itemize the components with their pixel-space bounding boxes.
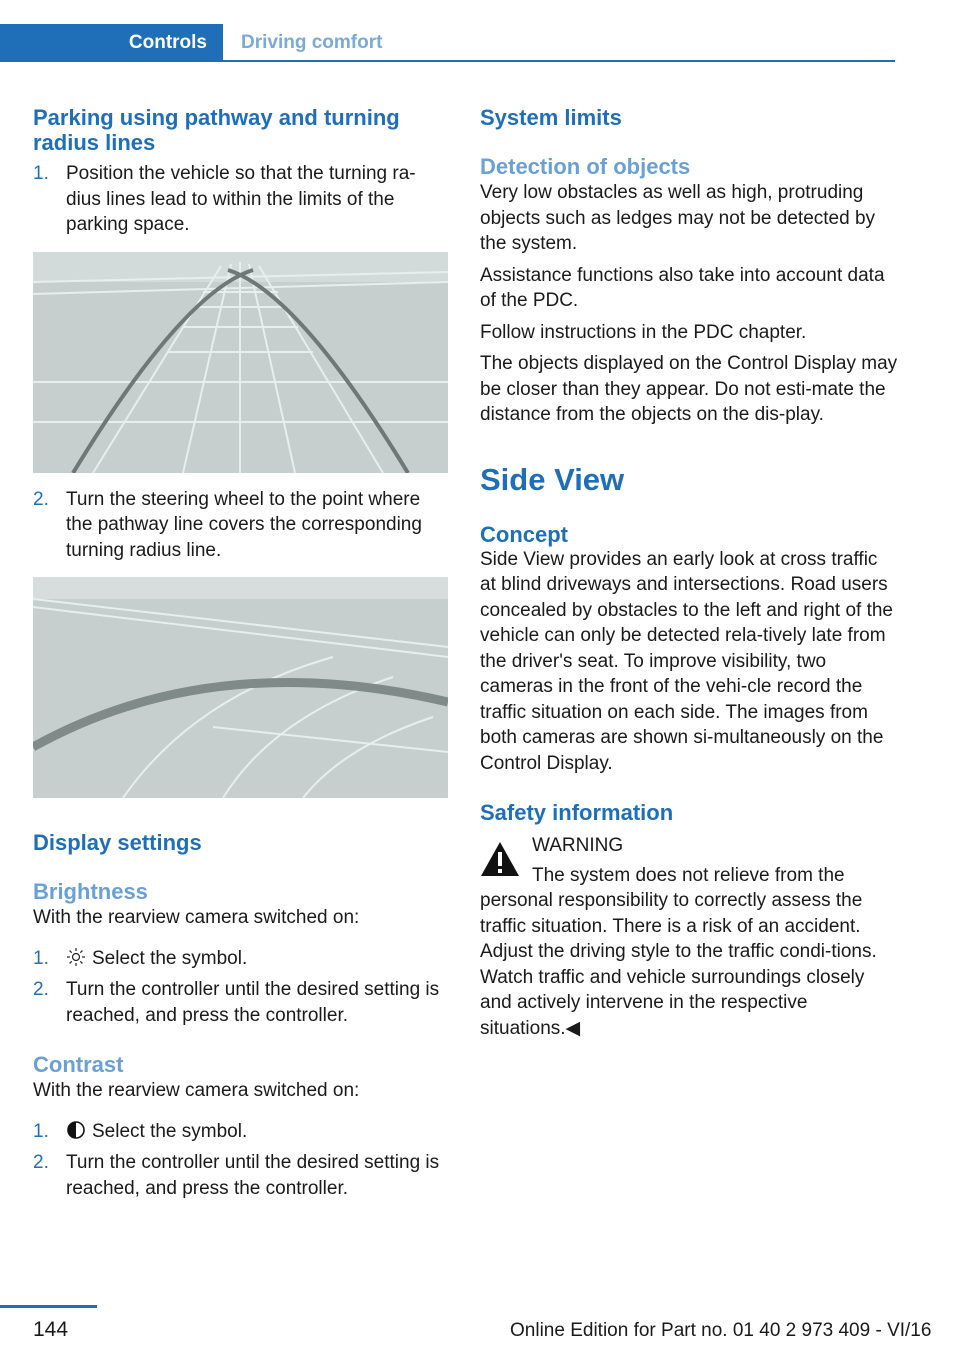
tab-driving-comfort: Driving comfort (241, 32, 383, 53)
warning-text: The system does not relieve from the personal responsibility to correctly assess the traffic situation. There is a risk of an accident. Adjust the driving style to the traffic condi‐tions. Watch traffic and vehicle surroundings closely and actively intervene in the respective situations.◀ (480, 864, 877, 1039)
header-rule (223, 60, 895, 62)
warning-label: WARNING (532, 835, 624, 856)
step-text: Select the symbol. (92, 1120, 248, 1142)
display-settings-heading: Display settings (33, 830, 202, 855)
detection-paragraph: Follow instructions in the PDC chapter. (480, 321, 807, 343)
pathway-line-image (33, 577, 448, 798)
brightness-icon (66, 947, 86, 967)
left-column (33, 100, 448, 1201)
step-text: Turn the controller until the desired setting is reached, and press the controller. (66, 979, 440, 1026)
concept-text: Side View provides an early look at cross traffic at blind driveways and intersections. Road users concealed by obstacles to the left and right of the vehicle can only be detected rela‐tively late from the driver's seat. To improve visibility, two cameras in the front of the vehi‐cle record the traffic situation on each side. The images from both cameras are shown si‐multaneously on the Control Display. (480, 548, 893, 774)
concept-heading: Concept (480, 521, 568, 547)
page-header (0, 24, 895, 62)
right-column (480, 100, 898, 1041)
detection-paragraph: Very low obstacles as well as high, protruding objects such as ledges may not be detected by the system. (480, 182, 876, 254)
list-item (33, 161, 448, 238)
system-limits-heading: System limits (480, 105, 622, 130)
step-number: 2. (33, 488, 49, 510)
warning-text-lead (480, 863, 898, 1042)
tab-controls: Controls (0, 24, 223, 62)
list-item (33, 487, 448, 564)
step-text: Position the vehicle so that the turning ra‐dius lines lead to within the limits of the parking space. (66, 163, 416, 235)
page-number: 144 (33, 1318, 69, 1341)
step-number: 2. (33, 1152, 49, 1173)
step-text: Select the symbol. (92, 947, 248, 969)
list-item (33, 977, 448, 1028)
warning-triangle-icon (480, 841, 520, 877)
warning-block (480, 833, 898, 1041)
step-number: 2. (33, 979, 49, 1000)
brightness-intro: With the rearview camera switched on: (33, 907, 360, 928)
detection-paragraph: The objects displayed on the Control Display may be closer than they appear. Do not esti‐mate the distance from the objects on the dis‐play. (480, 353, 898, 425)
detection-paragraph: Assistance functions also take into account data of the PDC. (480, 264, 885, 311)
turning-radius-lines-image (33, 252, 448, 473)
step-text: Turn the controller until the desired setting is reached, and press the controller. (66, 1152, 440, 1199)
step-number: 1. (33, 947, 49, 969)
online-edition: Online Edition for Part no. 01 40 2 973 409 - VI/16 (510, 1320, 932, 1341)
list-item (33, 946, 448, 972)
contrast-intro: With the rearview camera switched on: (33, 1080, 360, 1101)
detection-heading: Detection of objects (480, 154, 691, 179)
footer-rule (0, 1305, 97, 1308)
step-text: Turn the steering wheel to the point where the pathway line covers the corresponding turning radius line. (66, 488, 422, 561)
step-number: 1. (33, 163, 49, 184)
side-view-heading: Side View (480, 461, 625, 497)
step-number: 1. (33, 1120, 49, 1142)
brightness-heading: Brightness (33, 879, 148, 904)
list-item (33, 1150, 448, 1201)
parking-heading: Parking using pathway and turning radius lines (33, 105, 400, 155)
contrast-heading: Contrast (33, 1052, 124, 1077)
safety-information-heading: Safety information (480, 800, 674, 825)
list-item (33, 1119, 448, 1145)
contrast-icon (66, 1120, 86, 1140)
